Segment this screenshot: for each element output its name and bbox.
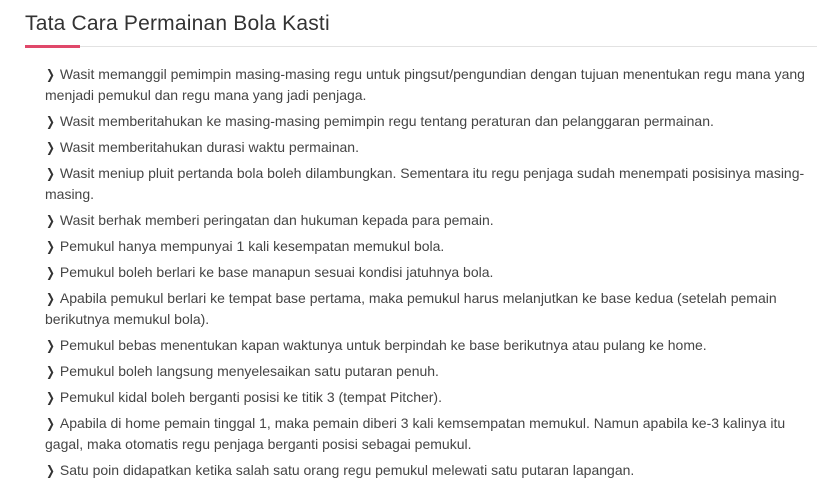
- chevron-right-icon: ❯: [46, 265, 55, 280]
- chevron-right-icon: ❯: [46, 114, 55, 129]
- list-item: [45, 262, 805, 283]
- list-item: [45, 288, 805, 330]
- list-item-text: Pemukul boleh berlari ke base manapun sesuai kondisi jatuhnya bola.: [59, 264, 494, 280]
- list-item: [45, 111, 805, 132]
- list-item: [45, 137, 805, 158]
- chevron-right-icon: ❯: [46, 239, 55, 254]
- list-item: [45, 361, 805, 382]
- chevron-right-icon: ❯: [46, 338, 55, 353]
- list-item: [45, 163, 805, 205]
- rules-list: [45, 64, 805, 486]
- chevron-right-icon: ❯: [46, 291, 55, 306]
- chevron-right-icon: ❯: [46, 140, 55, 155]
- chevron-right-icon: ❯: [46, 67, 55, 82]
- list-item: [45, 460, 805, 481]
- list-item-text: Wasit meniup pluit pertanda bola boleh dilambungkan. Sementara itu regu penjaga sudah menempati posisinya masing-masing.: [45, 165, 805, 202]
- chevron-right-icon: ❯: [46, 416, 55, 431]
- list-item-text: Pemukul bebas menentukan kapan waktunya untuk berpindah ke base berikutnya atau pulang ke home.: [59, 337, 707, 353]
- list-item-text: Apabila pemukul berlari ke tempat base pertama, maka pemukul harus melanjutkan ke base kedua (setelah pemain berikutnya memukul bola).: [45, 290, 777, 327]
- list-item-text: Pemukul hanya mempunyai 1 kali kesempatan memukul bola.: [59, 238, 445, 254]
- list-item: [45, 413, 805, 455]
- list-item-text: Wasit memberitahukan durasi waktu permainan.: [59, 139, 359, 155]
- list-item: [45, 236, 805, 257]
- list-item: [45, 64, 805, 106]
- title-divider: [25, 46, 817, 47]
- page-title: Tata Cara Permainan Bola Kasti: [25, 12, 330, 35]
- list-item-text: Pemukul boleh langsung menyelesaikan satu putaran penuh.: [59, 363, 439, 379]
- chevron-right-icon: ❯: [46, 213, 55, 228]
- chevron-right-icon: ❯: [46, 364, 55, 379]
- list-item-text: Satu poin didapatkan ketika salah satu orang regu pemukul melewati satu putaran lapangan.: [59, 462, 635, 478]
- list-item-text: Wasit memanggil pemimpin masing-masing regu untuk pingsut/pengundian dengan tujuan menentukan regu mana yang menjadi pemukul dan regu mana yang jadi penjaga.: [45, 66, 805, 103]
- list-item: [45, 335, 805, 356]
- list-item-text: Wasit berhak memberi peringatan dan hukuman kepada para pemain.: [59, 212, 494, 228]
- chevron-right-icon: ❯: [46, 166, 55, 181]
- chevron-right-icon: ❯: [46, 463, 55, 478]
- list-item: [45, 210, 805, 231]
- list-item-text: Pemukul kidal boleh berganti posisi ke titik 3 (tempat Pitcher).: [59, 389, 442, 405]
- title-accent-bar: [25, 45, 80, 48]
- list-item-text: Wasit memberitahukan ke masing-masing pemimpin regu tentang peraturan dan pelanggaran permainan.: [59, 113, 714, 129]
- list-item-text: Apabila di home pemain tinggal 1, maka pemain diberi 3 kali kemsempatan memukul. Namun apabila ke-3 kalinya itu gagal, maka otomatis regu penjaga berganti posisi sebagai pemukul.: [45, 415, 786, 452]
- section-header: [25, 0, 817, 49]
- chevron-right-icon: ❯: [46, 390, 55, 405]
- list-item: [45, 387, 805, 408]
